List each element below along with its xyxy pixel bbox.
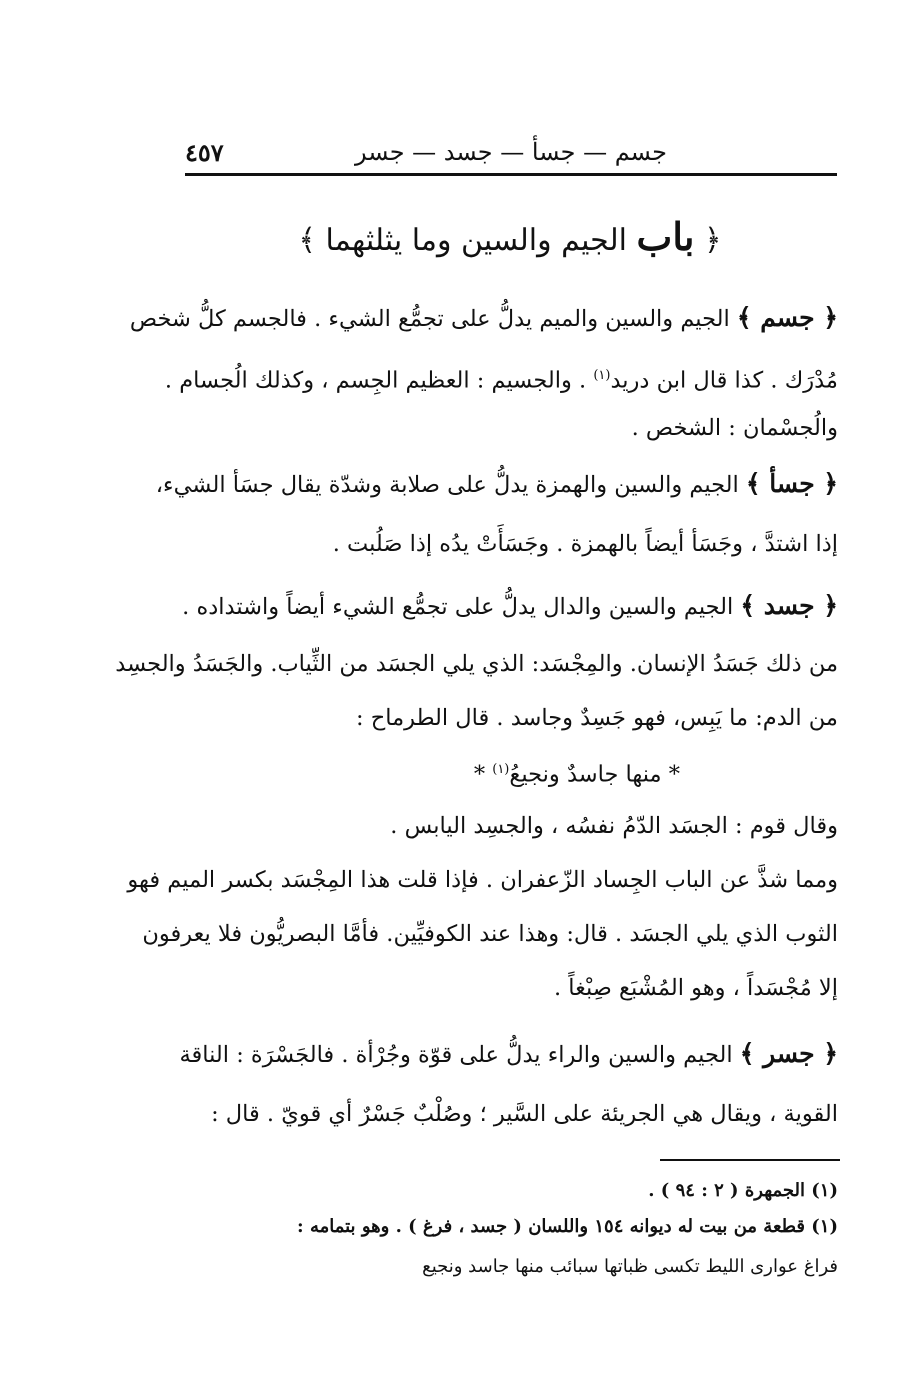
- entry-jsm-headword: ﴿ جسم ﴾: [736, 303, 838, 332]
- verse-end-star: *: [473, 761, 486, 788]
- entry-jsa-line-2: [158, 524, 838, 564]
- page-header: [185, 132, 837, 176]
- entry-jsd-line-7: [158, 968, 838, 1008]
- entry-jsr-line-2: [158, 1094, 838, 1134]
- entry-jsd-text-4: وقال قوم : الجسَد الدّمُ نفسُه ، والجسِد اليابس .: [390, 813, 838, 839]
- entry-jsd-text-2: من ذلك جَسَدُ الإنسان. والمِجْسَد: الذي يلي الجسَد من الثِّياب. والجَسَدُ والجسِد: [115, 651, 838, 677]
- footnote-1: (١) الجمهرة ( ٢ : ٩٤ ) .: [648, 1180, 838, 1201]
- entry-jsd-line-4: [158, 806, 838, 846]
- verse-text: * منها جاسدٌ ونجيعُ: [509, 761, 680, 788]
- footnote-ref-1: (١): [593, 368, 611, 383]
- entry-jsa-text-2: إذا اشتدَّ ، وجَسَأ أيضاً بالهمزة . وجَسَأَتْ يدُه إذا صَلُبت .: [332, 531, 838, 557]
- entry-jsd-text-1: الجيم والسين والدال يدلُّ على تجمُّع الشيء أيضاً واشتداده .: [182, 594, 734, 620]
- entry-jsd-line-5: [127, 860, 838, 900]
- entry-jsd-verse: [300, 750, 680, 795]
- entry-jsm-text-3: والُجسْمان : الشخص .: [631, 415, 838, 441]
- entry-jsa-text-1: الجيم والسين والهمزة يدلُّ على صلابة وشدّة يقال جسَأ الشيء،: [155, 472, 739, 498]
- entry-jsd-line-6: [142, 914, 838, 954]
- footnote-rule: [660, 1159, 840, 1161]
- footnote-verse: فراغ عوارى الليط تكسى ظباتها سبائب منها جاسد ونجيع: [422, 1256, 838, 1277]
- entry-jsm-line-2: [158, 356, 838, 401]
- footnote-ref-2: (١): [492, 762, 510, 777]
- chapter-title-rest: الجيم والسين وما يثلثهما: [325, 223, 627, 258]
- entry-jsd-text-3: من الدم: ما يَبِس، فهو جَسِدٌ وجاسد . قال الطرماح :: [356, 705, 838, 731]
- entry-jsr-headword: ﴿ جسر ﴾: [739, 1039, 838, 1068]
- entry-jsd-text-7: إلا مُجْسَداً ، وهو المُشْبَع صِبْغاً .: [553, 975, 838, 1001]
- chapter-word: باب: [636, 214, 695, 259]
- chapter-open-bracket: ﴿: [704, 223, 722, 258]
- entry-jsr-text-1: الجيم والسين والراء يدلُّ على قوّة وجُرْأة . فالجَسْرَة : الناقة: [179, 1042, 733, 1068]
- header-rule: [185, 173, 837, 176]
- entry-jsd-text-6: الثوب الذي يلي الجسَد . قال: وهذا عند الكوفيِّين. فأمَّا البصريُّون فلا يعرفون: [142, 921, 838, 947]
- entry-jsd-line-2: [115, 644, 838, 684]
- entry-jsd-text-5: ومما شذَّ عن الباب الجِساد الزّعفران . فإذا قلت هذا المِجْسَد بكسر الميم فهو: [127, 867, 838, 893]
- chapter-close-bracket: ﴾: [298, 223, 316, 258]
- entry-jsd-line-3: [158, 698, 838, 738]
- entry-jsd-headword: ﴿ جسد ﴾: [740, 591, 838, 620]
- entry-jsm-line-1: [129, 298, 838, 339]
- entry-jsr-text-2: القوية ، ويقال هي الجريئة على السَّير ؛ وصُلْبٌ جَسْرٌ أي قويّ . قال :: [211, 1101, 838, 1127]
- entry-jsm-line-3: [158, 408, 838, 448]
- entry-jsm-text-2b: . والجسيم : العظيم الجِسم ، وكذلك الُجسام .: [164, 367, 587, 394]
- footnote-2: (١) قطعة من بيت له ديوانه ١٥٤ واللسان ( جسد ، فرغ ) . وهو بتمامه :: [297, 1216, 838, 1237]
- entry-jsr-line-1: [158, 1034, 838, 1075]
- entry-jsa-headword: ﴿ جسأ ﴾: [745, 469, 838, 498]
- entry-jsd-line-1: [158, 586, 838, 627]
- running-title: جسم — جسأ — جسد — جسر: [355, 138, 667, 166]
- page-number: ٤٥٧: [185, 138, 224, 167]
- entry-jsm-text-1: الجيم والسين والميم يدلُّ على تجمُّع الشيء . فالجسم كلُّ شخص: [129, 306, 730, 332]
- entry-jsm-text-2a: مُدْرَك . كذا قال ابن دريد: [610, 367, 838, 394]
- entry-jsa-line-1: [155, 464, 838, 505]
- chapter-title: [180, 214, 840, 259]
